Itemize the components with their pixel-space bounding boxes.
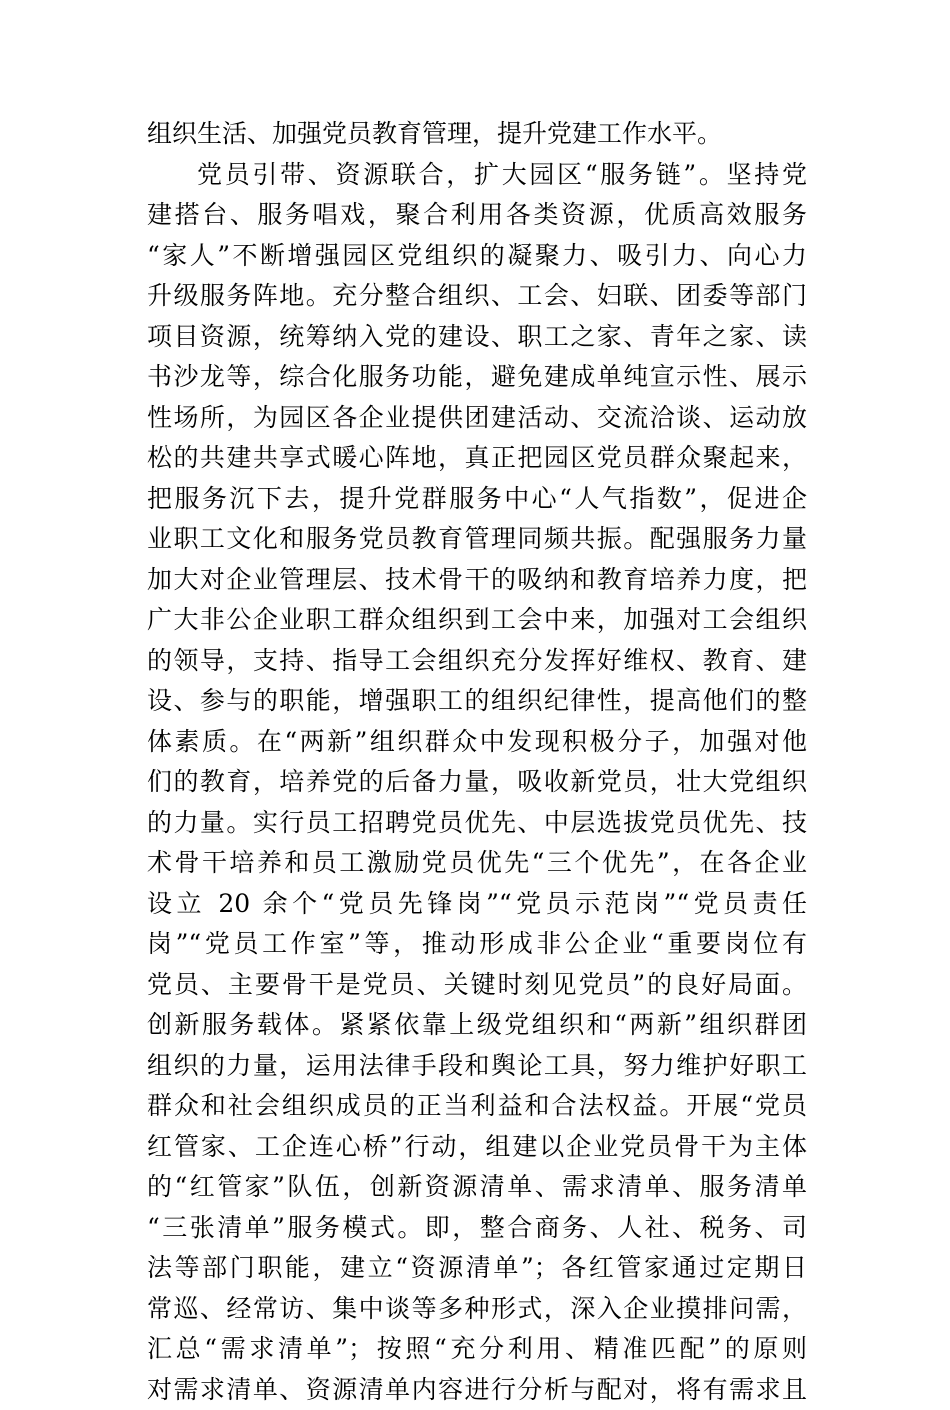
text-line: 的领导，支持、指导工会组织充分发挥好维权、教育、建 — [147, 641, 807, 682]
text-line: 们的教育，培养党的后备力量，吸收新党员，壮大党组织 — [147, 762, 807, 803]
text-line: “三张清单”服务模式。即，整合商务、人社、税务、司 — [147, 1208, 807, 1249]
text-line: 设立 20 余个“党员先锋岗”“党员示范岗”“党员责任 — [147, 884, 807, 925]
body-text — [147, 114, 807, 1410]
text-line: 法等部门职能，建立“资源清单”；各红管家通过定期日 — [147, 1248, 807, 1289]
text-line: 加大对企业管理层、技术骨干的吸纳和教育培养力度，把 — [147, 560, 807, 601]
text-line: 的“红管家”队伍，创新资源清单、需求清单、服务清单 — [147, 1167, 807, 1208]
text-line: 项目资源，统筹纳入党的建设、职工之家、青年之家、读 — [147, 317, 807, 358]
text-line: 升级服务阵地。充分整合组织、工会、妇联、团委等部门 — [147, 276, 807, 317]
text-line: 的力量。实行员工招聘党员优先、中层选拔党员优先、技 — [147, 803, 807, 844]
text-line: 组织的力量，运用法律手段和舆论工具，努力维护好职工 — [147, 1046, 807, 1087]
text-line: 业职工文化和服务党员教育管理同频共振。配强服务力量 — [147, 519, 807, 560]
text-line: 对需求清单、资源清单内容进行分析与配对，将有需求且 — [147, 1370, 807, 1410]
text-line: 性场所，为园区各企业提供团建活动、交流洽谈、运动放 — [147, 398, 807, 439]
text-line: 常巡、经常访、集中谈等多种形式，深入企业摸排问需， — [147, 1289, 807, 1330]
text-line: 术骨干培养和员工激励党员优先“三个优先”，在各企业 — [147, 843, 807, 884]
text-line: 广大非公企业职工群众组织到工会中来，加强对工会组织 — [147, 600, 807, 641]
text-line: 党员、主要骨干是党员、关键时刻见党员”的良好局面。 — [147, 965, 807, 1006]
text-line: 把服务沉下去，提升党群服务中心“人气指数”，促进企 — [147, 479, 807, 520]
text-line: 松的共建共享式暖心阵地，真正把园区党员群众聚起来， — [147, 438, 807, 479]
text-line: 岗”“党员工作室”等，推动形成非公企业“重要岗位有 — [147, 924, 807, 965]
text-line: 汇总“需求清单”；按照“充分利用、精准匹配”的原则 — [147, 1329, 807, 1370]
text-line: 创新服务载体。紧紧依靠上级党组织和“两新”组织群团 — [147, 1005, 807, 1046]
text-line: 群众和社会组织成员的正当利益和合法权益。开展“党员 — [147, 1086, 807, 1127]
text-line: 组织生活、加强党员教育管理，提升党建工作水平。 — [147, 114, 807, 155]
text-line: 党员引带、资源联合，扩大园区“服务链”。坚持党 — [147, 155, 807, 196]
text-line: “家人”不断增强园区党组织的凝聚力、吸引力、向心力 — [147, 236, 807, 277]
text-line: 书沙龙等，综合化服务功能，避免建成单纯宣示性、展示 — [147, 357, 807, 398]
text-line: 设、参与的职能，增强职工的组织纪律性，提高他们的整 — [147, 681, 807, 722]
text-line: 红管家、工企连心桥”行动，组建以企业党员骨干为主体 — [147, 1127, 807, 1168]
text-line: 体素质。在“两新”组织群众中发现积极分子，加强对他 — [147, 722, 807, 763]
text-line: 建搭台、服务唱戏，聚合利用各类资源，优质高效服务 — [147, 195, 807, 236]
